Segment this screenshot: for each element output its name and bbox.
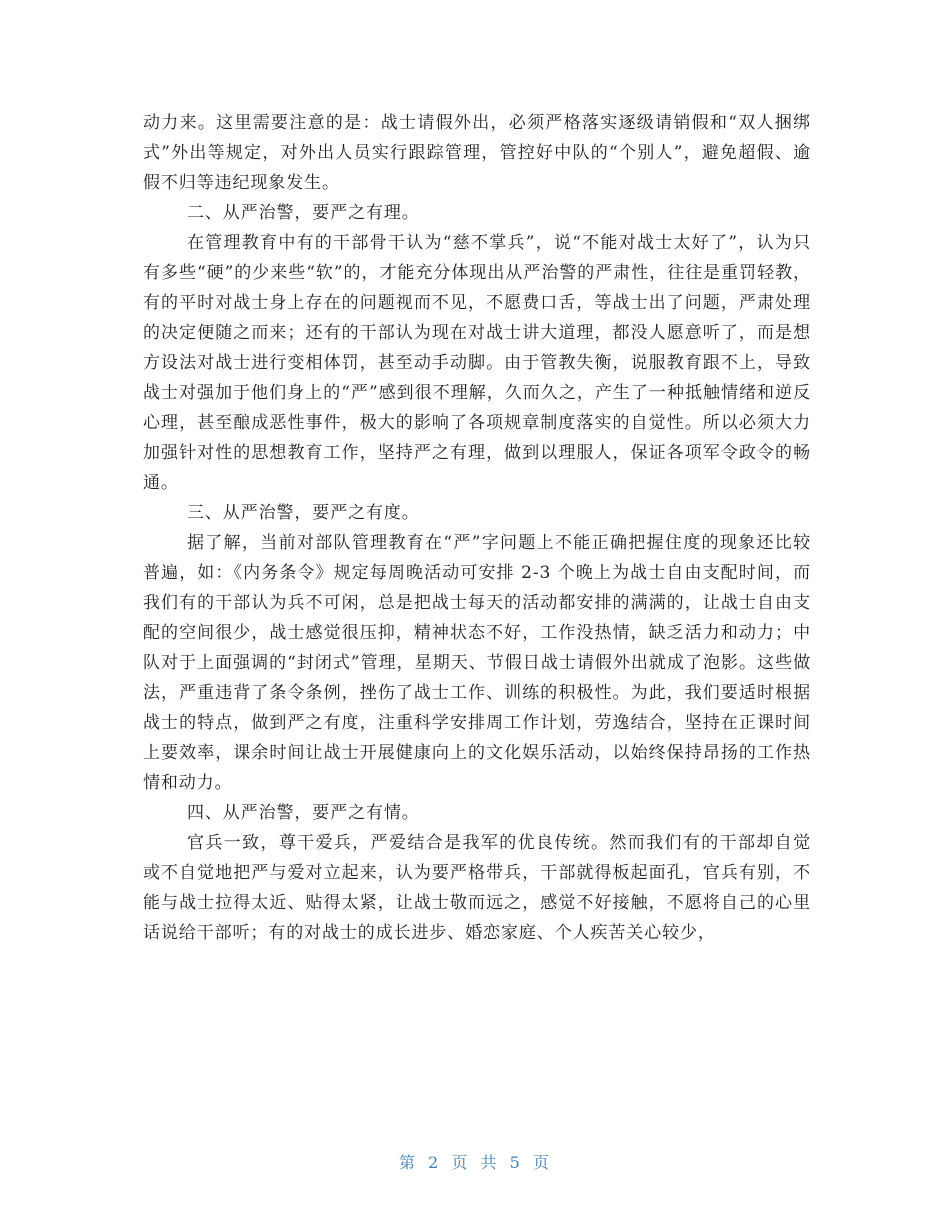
footer-label-di: 第 xyxy=(399,1153,418,1172)
footer-label-ye: 页 xyxy=(451,1153,470,1172)
footer-label-gong: 共 xyxy=(480,1153,499,1172)
section-heading-2: 二、从严治警，要严之有理。 xyxy=(187,203,420,223)
page-footer xyxy=(0,1150,950,1173)
section-heading-4: 四、从严治警，要严之有情。 xyxy=(187,803,420,823)
paragraph-section-4: 官兵一致，尊干爱兵，严爱结合是我军的优良传统。然而我们有的干部却自觉或不自觉地把严与爱对立起来，认为要严格带兵，干部就得板起面孔，官兵有别，不能与战士拉得太近、贴得太紧，让战士敬而远之，感觉不好接触，不愿将自己的心里话说给干部听；有的对战士的成长进步、婚恋家庭、个人疾苦关心较少， xyxy=(143,833,811,943)
footer-label-ye-2: 页 xyxy=(532,1153,551,1172)
footer-current-page: 2 xyxy=(428,1153,441,1172)
paragraph-section-3: 据了解，当前对部队管理教育在“严”字问题上不能正确把握住度的现象还比较普遍，如：《内务条令》规定每周晚活动可安排 2-3 个晚上为战士自由支配时间，而我们有的干部认为兵不可闲，总是把战士每天的活动都安排的满满的，让战士自由支配的空间很少，战士感觉很压抑，精神状态不好，工作没热情，缺乏活力和动力；中队对于上面强调的“封闭式”管理，星期天、节假日战士请假外出就成了泡影。这些做法，严重违背了条令条例，挫伤了战士工作、训练的积极性。为此，我们要适时根据战士的特点，做到严之有度，注重科学安排周工作计划，劳逸结合，坚持在正课时间上要效率，课余时间让战士开展健康向上的文化娱乐活动，以始终保持昂扬的工作热情和动力。 xyxy=(143,533,811,793)
section-heading-3: 三、从严治警，要严之有度。 xyxy=(187,503,420,523)
document-body xyxy=(143,108,811,948)
footer-total-pages: 5 xyxy=(509,1153,522,1172)
paragraph-section-2: 在管理教育中有的干部骨干认为“慈不掌兵”，说“不能对战士太好了”，认为只有多些“硬”的少来些“软”的，才能充分体现出从严治警的严肃性，往往是重罚轻教，有的平时对战士身上存在的问题视而不见，不愿费口舌，等战士出了问题，严肃处理的决定便随之而来；还有的干部认为现在对战士讲大道理，都没人愿意听了，而是想方设法对战士进行变相体罚，甚至动手动脚。由于管教失衡，说服教育跟不上，导致战士对强加于他们身上的“严”感到很不理解，久而久之，产生了一种抵触情绪和逆反心理，甚至酿成恶性事件，极大的影响了各项规章制度落实的自觉性。所以必须大力加强针对性的思想教育工作，坚持严之有理，做到以理服人，保证各项军令政令的畅通。 xyxy=(143,233,811,493)
paragraph-continued: 动力来。这里需要注意的是：战士请假外出，必须严格落实逐级请销假和“双人捆绑式”外出等规定，对外出人员实行跟踪管理，管控好中队的“个别人”，避免超假、逾假不归等违纪现象发生。 xyxy=(143,113,811,193)
